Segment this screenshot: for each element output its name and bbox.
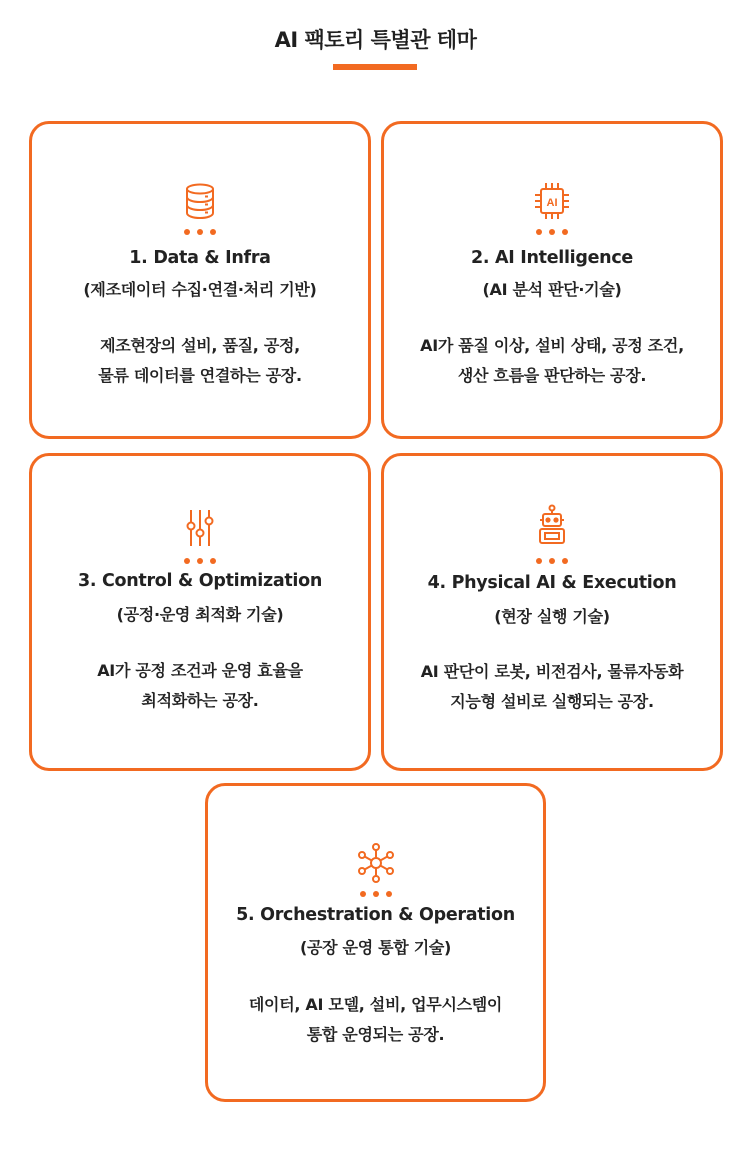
card-subheading: (공정·운영 최적화 기술) <box>116 605 284 624</box>
card-description <box>384 657 720 717</box>
description-line: 지능형 설비로 실행되는 공장. <box>450 692 654 711</box>
description-line: 통합 운영되는 공장. <box>306 1025 445 1044</box>
ai-chip-icon <box>384 180 720 222</box>
card-subheading: (제조데이터 수집·연결·처리 기반) <box>83 280 317 299</box>
description-line: 제조현장의 설비, 품질, 공정, <box>100 336 300 355</box>
description-line: AI가 품질 이상, 설비 상태, 공정 조건, <box>420 336 684 355</box>
dots-decoration <box>208 891 543 897</box>
theme-card-ai-intelligence <box>381 121 723 439</box>
card-subheading: (AI 분석 판단·기술) <box>482 280 622 299</box>
card-heading: 5. Orchestration & Operation <box>236 905 515 925</box>
description-line: 데이터, AI 모델, 설비, 업무시스템이 <box>248 995 503 1014</box>
description-line: 생산 흐름을 판단하는 공장. <box>457 366 647 385</box>
description-line: AI 판단이 로봇, 비전검사, 물류자동화 <box>420 662 684 681</box>
dots-decoration <box>32 229 368 235</box>
ai-chip-label: AI <box>546 197 558 209</box>
description-line: AI가 공정 조건과 운영 효율을 <box>97 661 303 680</box>
title-underline <box>333 64 417 70</box>
theme-card-orchestration <box>205 783 546 1102</box>
description-line: 물류 데이터를 연결하는 공장. <box>98 366 302 385</box>
theme-card-control-optimization <box>29 453 371 771</box>
dots-decoration <box>32 558 368 564</box>
sliders-icon <box>32 507 368 549</box>
card-heading: 2. AI Intelligence <box>471 248 633 268</box>
database-icon <box>32 180 368 222</box>
card-subheading: (공장 운영 통합 기술) <box>299 938 452 957</box>
card-description <box>208 990 543 1050</box>
card-subheading: (현장 실행 기술) <box>494 607 610 626</box>
dots-decoration <box>384 229 720 235</box>
card-description <box>32 331 368 391</box>
card-description <box>32 656 368 716</box>
page-title: AI 팩토리 특별관 테마 <box>274 28 477 52</box>
card-description <box>384 331 720 391</box>
robot-icon <box>384 504 720 546</box>
network-hub-icon <box>208 842 543 884</box>
description-line: 최적화하는 공장. <box>141 691 259 710</box>
card-heading: 1. Data & Infra <box>129 248 271 268</box>
theme-card-data-infra <box>29 121 371 439</box>
card-heading: 3. Control & Optimization <box>77 571 323 591</box>
dots-decoration <box>384 558 720 564</box>
theme-card-physical-ai <box>381 453 723 771</box>
card-heading: 4. Physical AI & Execution <box>427 573 677 593</box>
